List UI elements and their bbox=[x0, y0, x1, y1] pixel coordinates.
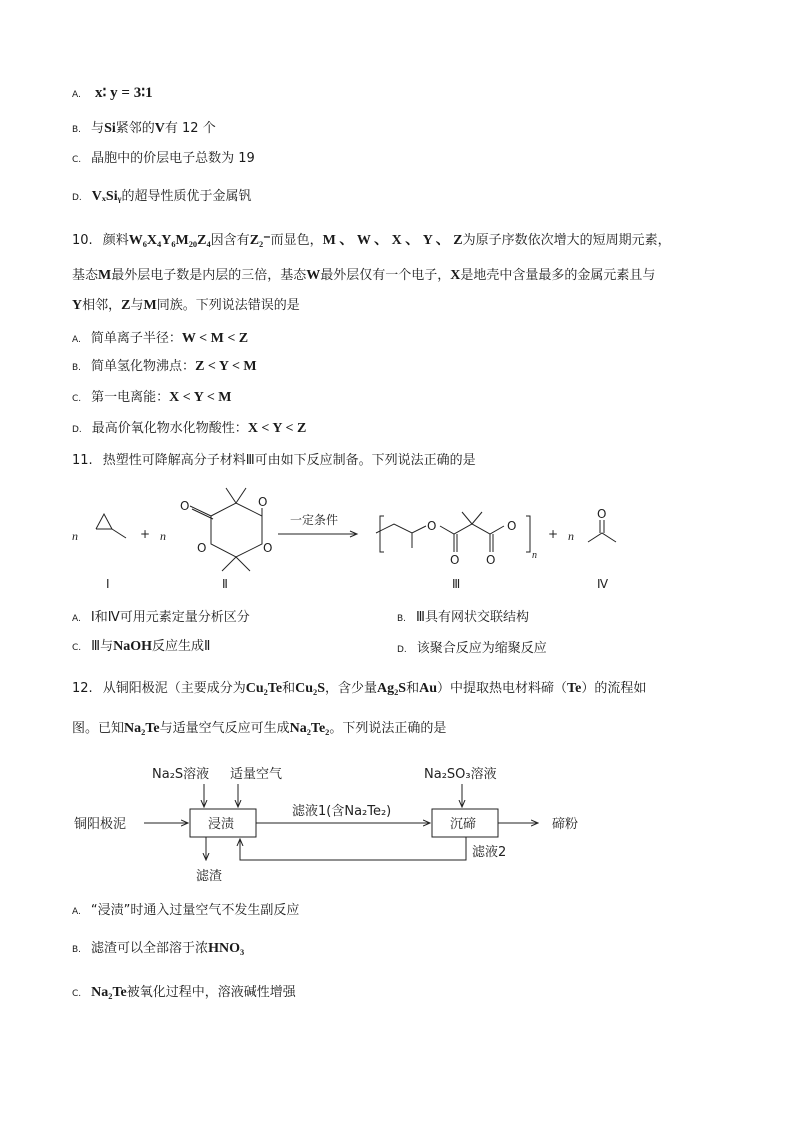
text: ）的流程如 bbox=[581, 681, 647, 696]
q10-option-c bbox=[72, 389, 232, 408]
carbonyl-bond bbox=[192, 509, 213, 519]
plus-sign: + bbox=[140, 527, 151, 541]
text: 相邻， bbox=[82, 298, 122, 313]
q10-option-b bbox=[72, 358, 257, 377]
compound-label-i: Ⅰ bbox=[106, 577, 110, 591]
hno3-formula: HNO₃ bbox=[208, 941, 245, 956]
text: 被氧化过程中，溶液碱性增强 bbox=[126, 985, 296, 1000]
text: 的超导性质优于金属钒 bbox=[121, 189, 252, 204]
ion-formula: Z₂⁻ bbox=[249, 233, 271, 248]
text: 有 12 个 bbox=[164, 121, 216, 136]
q10-stem-line1 bbox=[72, 232, 671, 250]
carbonyl-bond bbox=[190, 506, 211, 516]
text: ）中提取热电材料碲（ bbox=[437, 681, 568, 696]
q11-stem bbox=[72, 452, 476, 470]
text: 是地壳中含量最多的金属元素且与 bbox=[460, 268, 656, 283]
atom-o: O bbox=[507, 519, 517, 533]
atom-o: O bbox=[597, 507, 607, 521]
methyl-bond bbox=[236, 557, 250, 571]
option-label: D. bbox=[72, 193, 82, 203]
bond bbox=[112, 529, 126, 538]
q10-option-a bbox=[72, 330, 248, 349]
filtrate2-label: 滤液2 bbox=[472, 845, 507, 860]
product-label: 碲粉 bbox=[552, 817, 579, 832]
text: 为原子序数依次增大的短周期元素， bbox=[462, 233, 671, 248]
cu2s-formula: Cu₂S bbox=[295, 681, 325, 696]
plus-sign: + bbox=[548, 527, 559, 541]
filtrate1-label: 滤液1(含Na₂Te₂) bbox=[292, 804, 392, 819]
option-label: B. bbox=[397, 614, 407, 624]
symbol-w: W bbox=[306, 268, 321, 283]
text: 最外层仅有一个电子， bbox=[320, 268, 451, 283]
text: 而显色， bbox=[270, 233, 323, 248]
atom-o: O bbox=[427, 519, 437, 533]
text: 最外层电子数是内层的三倍，基态 bbox=[111, 268, 307, 283]
acetone-skeleton bbox=[588, 533, 616, 542]
coefficient-n: n bbox=[72, 529, 78, 543]
q9-option-c bbox=[72, 150, 255, 169]
q12-stem-line1 bbox=[72, 680, 646, 698]
reaction-condition: 一定条件 bbox=[290, 513, 339, 527]
te-symbol: Te bbox=[567, 681, 582, 696]
vxsiy-formula: VₓSiᵧ bbox=[91, 189, 122, 204]
residue-label: 滤渣 bbox=[196, 869, 223, 884]
q10-option-d bbox=[72, 420, 306, 439]
symbol-m: M bbox=[143, 298, 157, 313]
atom-o: O bbox=[180, 499, 190, 513]
methyl-bond bbox=[226, 488, 236, 503]
cu2te-formula: Cu₂Te bbox=[245, 681, 283, 696]
reagent-air: 适量空气 bbox=[230, 767, 283, 782]
option-label: C. bbox=[72, 989, 82, 999]
au-symbol: Au bbox=[419, 681, 438, 696]
text: 晶胞中的价层电子总数为 19 bbox=[91, 151, 255, 166]
atom-o: O bbox=[263, 541, 273, 555]
q9-option-a bbox=[72, 84, 153, 104]
text: 第一电离能： bbox=[91, 390, 170, 405]
pigment-formula: W₆X₄Y₆M₂₀Z₄ bbox=[128, 233, 211, 248]
q12-option-a bbox=[72, 902, 299, 921]
q10-stem-line2 bbox=[72, 267, 655, 285]
q12-stem-line2 bbox=[72, 720, 446, 738]
question-number: 12. bbox=[72, 681, 93, 696]
process-flow-diagram bbox=[0, 750, 794, 890]
atom-o: O bbox=[486, 553, 496, 567]
inequality: X < Y < Z bbox=[247, 421, 307, 436]
ag2s-formula: Ag₂S bbox=[377, 681, 407, 696]
text: 和 bbox=[406, 681, 420, 696]
text: 该聚合反应为缩聚反应 bbox=[416, 641, 547, 656]
option-label: D. bbox=[72, 425, 82, 435]
option-label: B. bbox=[72, 945, 82, 955]
q9-option-b bbox=[72, 120, 216, 139]
option-label: B. bbox=[72, 125, 82, 135]
text: 和 bbox=[282, 681, 296, 696]
option-label: B. bbox=[72, 363, 82, 373]
na2te2-formula: Na₂Te₂ bbox=[289, 721, 330, 736]
option-label: A. bbox=[72, 335, 81, 345]
inequality: W < M < Z bbox=[181, 331, 249, 346]
q11-option-b bbox=[397, 609, 529, 628]
atom-o: O bbox=[258, 495, 268, 509]
q10-stem-line3 bbox=[72, 297, 300, 315]
atom-o: O bbox=[450, 553, 460, 567]
reaction-scheme bbox=[0, 478, 794, 598]
text: 同族。下列说法错误的是 bbox=[156, 298, 300, 313]
symbol-z: Z bbox=[121, 298, 131, 313]
text: “浸渍”时通入过量空气不发生副反应 bbox=[90, 903, 300, 918]
text: Ⅲ具有网状交联结构 bbox=[416, 610, 530, 625]
text: 热塑性可降解高分子材料Ⅲ可由如下反应制备。下列说法正确的是 bbox=[102, 453, 476, 468]
methyl-bond bbox=[236, 488, 246, 503]
question-number: 10. bbox=[72, 233, 93, 248]
right-bracket bbox=[526, 516, 530, 552]
left-bracket bbox=[380, 516, 384, 552]
recycle-arrow bbox=[240, 837, 466, 860]
ratio-formula: x∶ y = 3∶1 bbox=[95, 85, 153, 101]
text: 与 bbox=[130, 298, 144, 313]
text: 紧邻的 bbox=[115, 121, 155, 136]
inequality: X < Y < M bbox=[169, 390, 232, 405]
coefficient-n: n bbox=[160, 529, 166, 543]
methyl-bond bbox=[472, 512, 482, 524]
q12-option-b bbox=[72, 940, 244, 959]
text: Ⅰ和Ⅳ可用元素定量分析区分 bbox=[90, 610, 250, 625]
text: 。下列说法正确的是 bbox=[329, 721, 447, 736]
element-list: M 、 W 、 X 、 Y 、 Z bbox=[322, 233, 463, 248]
option-label: A. bbox=[72, 907, 81, 917]
coefficient-n: n bbox=[568, 529, 574, 543]
q12-option-c bbox=[72, 984, 296, 1003]
option-label: A. bbox=[72, 90, 81, 100]
text: 基态 bbox=[72, 268, 99, 283]
text: 与适量空气反应可生成 bbox=[159, 721, 290, 736]
methyl-bond bbox=[462, 512, 472, 524]
q9-option-d bbox=[72, 188, 252, 207]
subscript-n: n bbox=[532, 550, 537, 561]
si-symbol: Si bbox=[104, 121, 116, 136]
compound-label-iii: Ⅲ bbox=[452, 577, 461, 591]
compound-label-iv: Ⅳ bbox=[597, 577, 609, 591]
symbol-y: Y bbox=[72, 298, 83, 313]
text: 最高价氧化物水化物酸性： bbox=[91, 421, 248, 436]
symbol-x: X bbox=[450, 268, 461, 283]
text: 图。已知 bbox=[72, 721, 125, 736]
text: 与 bbox=[91, 121, 105, 136]
step-leaching: 浸渍 bbox=[208, 817, 235, 832]
question-number: 11. bbox=[72, 453, 93, 468]
option-label: C. bbox=[72, 155, 82, 165]
naoh-formula: NaOH bbox=[113, 639, 153, 654]
atom-o: O bbox=[197, 541, 207, 555]
polymer-chain bbox=[440, 524, 504, 534]
text: 滤渣可以全部溶于浓 bbox=[91, 941, 209, 956]
text: 从铜阳极泥（主要成分为 bbox=[102, 681, 246, 696]
methyl-bond bbox=[222, 557, 236, 571]
v-symbol: V bbox=[154, 121, 165, 136]
q11-option-a bbox=[72, 609, 250, 628]
text: 反应生成Ⅱ bbox=[152, 639, 211, 654]
q11-option-d bbox=[397, 640, 547, 659]
reagent-na2s: Na₂S溶液 bbox=[152, 767, 210, 782]
dioxane-ring bbox=[211, 503, 262, 557]
option-label: C. bbox=[72, 643, 82, 653]
option-label: C. bbox=[72, 394, 82, 404]
inequality: Z < Y < M bbox=[195, 359, 257, 374]
q11-option-c bbox=[72, 638, 210, 657]
na2te-formula: Na₂Te bbox=[124, 721, 160, 736]
epoxide-ring bbox=[96, 514, 112, 529]
text: 颜料 bbox=[102, 233, 129, 248]
text: 因含有 bbox=[210, 233, 250, 248]
text: ，含少量 bbox=[324, 681, 377, 696]
compound-label-ii: Ⅱ bbox=[222, 577, 228, 591]
option-label: D. bbox=[397, 645, 407, 655]
reagent-na2so3: Na₂SO₃溶液 bbox=[424, 767, 497, 782]
na2te-formula: Na₂Te bbox=[91, 985, 127, 1000]
feed-label: 铜阳极泥 bbox=[74, 817, 127, 832]
step-precipitation: 沉碲 bbox=[450, 817, 477, 832]
symbol-m: M bbox=[98, 268, 112, 283]
text: 简单氢化物沸点： bbox=[91, 359, 196, 374]
text: Ⅲ与 bbox=[91, 639, 114, 654]
text: 简单离子半径： bbox=[90, 331, 182, 346]
option-label: A. bbox=[72, 614, 81, 624]
polymer-chain bbox=[376, 524, 426, 533]
